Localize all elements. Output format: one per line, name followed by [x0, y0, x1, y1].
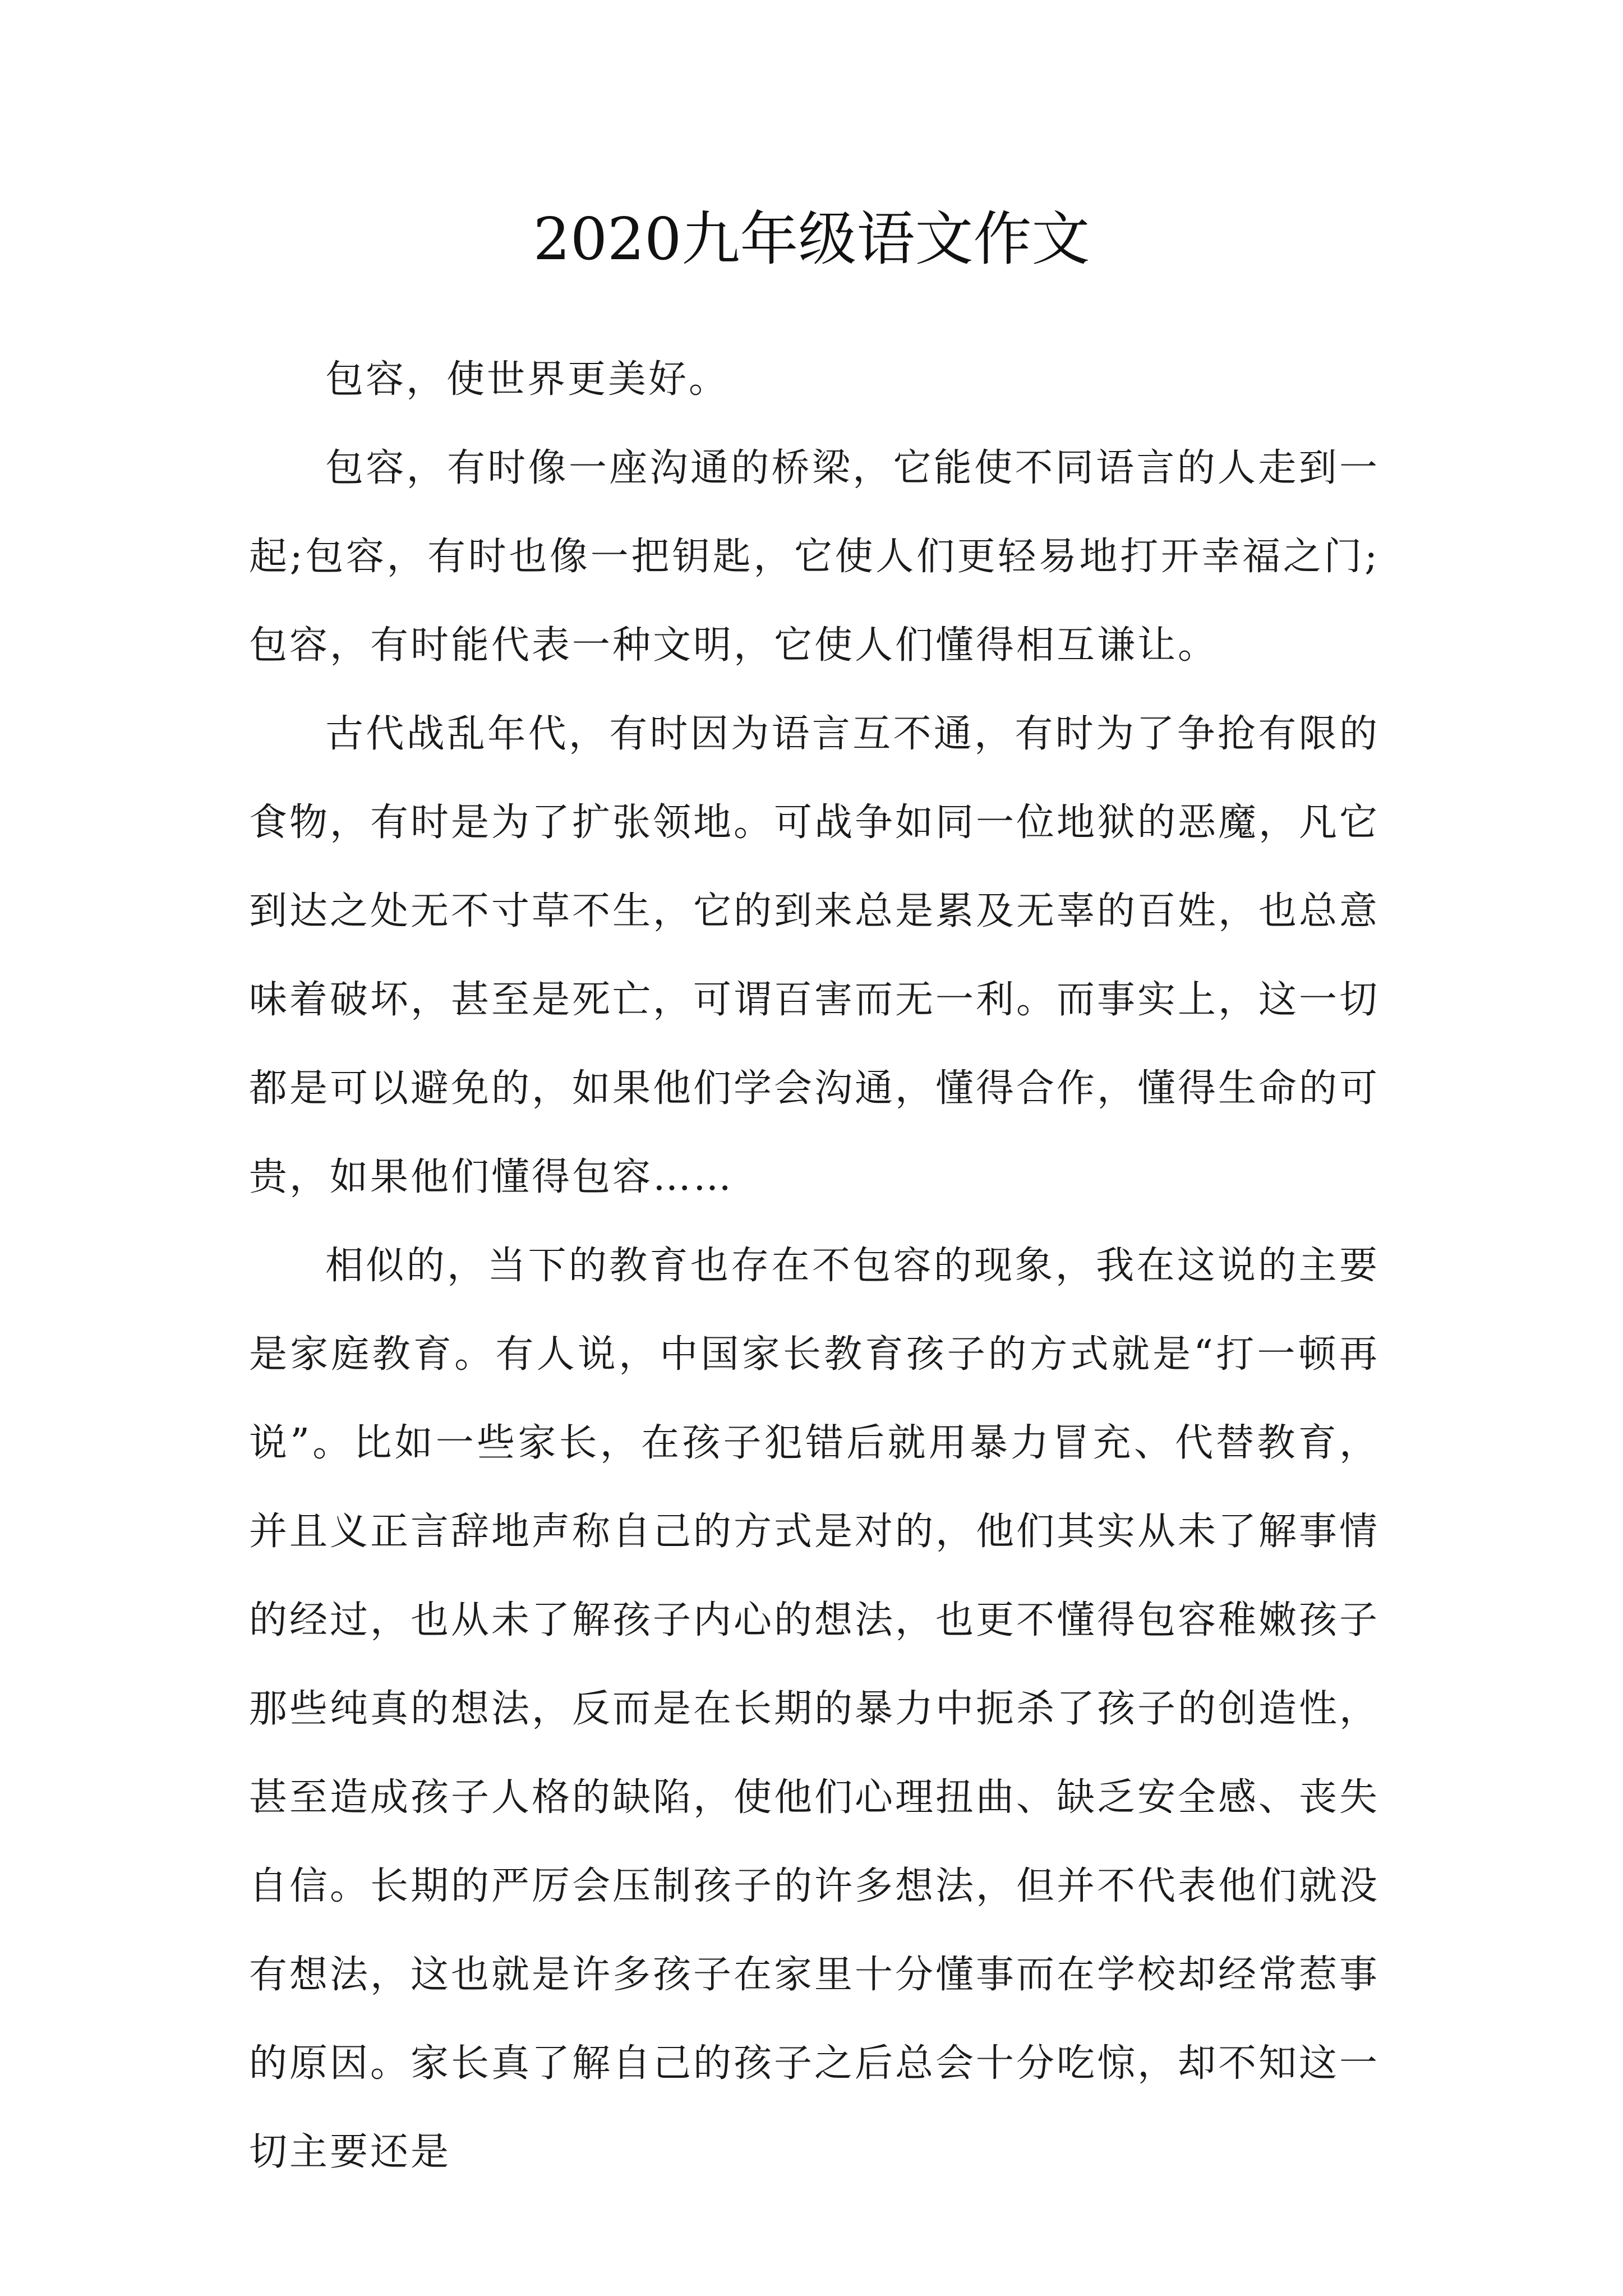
- document-body: [249, 335, 1380, 2197]
- paragraph: 包容，使世界更美好。: [325, 357, 730, 402]
- paragraph: 古代战乱年代，有时因为语言互不通，有时为了争抢有限的食物，有时是为了扩张领地。可战争如同一位地狱的恶魔，凡它到达之处无不寸草不生，它的到来总是累及无辜的百姓，也总意味着破坏，甚至是死亡，可谓百害而无一利。而事实上，这一切都是可以避免的，如果他们学会沟通，懂得合作，懂得生命的可贵，如果他们懂得包容……: [249, 712, 1380, 1199]
- document-title: 2020九年级语文作文: [533, 205, 1090, 273]
- paragraph: 相似的，当下的教育也存在不包容的现象，我在这说的主要是家庭教育。有人说，中国家长教育孩子的方式就是“打一顿再说”。比如一些家长，在孩子犯错后就用暴力冒充、代替教育，并且义正言辞地声称自己的方式是对的，他们其实从未了解事情的经过，也从未了解孩子内心的想法，也更不懂得包容稚嫩孩子那些纯真的想法，反而是在长期的暴力中扼杀了孩子的创造性，甚至造成孩子人格的缺陷，使他们心理扭曲、缺乏安全感、丧失自信。长期的严厉会压制孩子的许多想法，但并不代表他们就没有想法，这也就是许多孩子在家里十分懂事而在学校却经常惹事的原因。家长真了解自己的孩子之后总会十分吃惊，却不知这一切主要还是: [249, 1244, 1380, 2174]
- paragraph: 包容，有时像一座沟通的桥梁，它能使不同语言的人走到一起;包容，有时也像一把钥匙，它使人们更轻易地打开幸福之门;包容，有时能代表一种文明，它使人们懂得相互谦让。: [249, 446, 1380, 668]
